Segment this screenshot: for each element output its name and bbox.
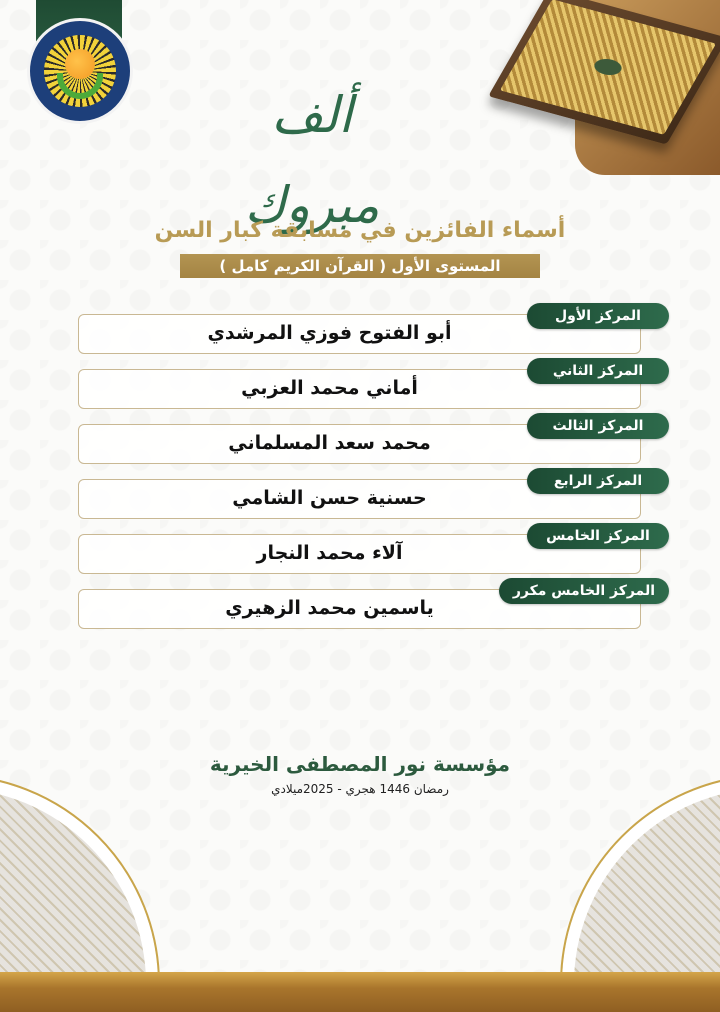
level-banner: المستوى الأول ( القرآن الكريم كامل ) xyxy=(180,254,540,278)
arch-ornament xyxy=(560,774,720,974)
foundation-name: مؤسسة نور المصطفى الخيرية xyxy=(209,752,511,776)
hands-icon xyxy=(57,73,103,99)
winner-name: ياسمين محمد الزهيري xyxy=(78,589,641,629)
winner-name: أبو الفتوح فوزي المرشدي xyxy=(78,314,641,354)
arch-ornament xyxy=(0,774,160,974)
winner-row xyxy=(78,528,650,574)
page-title: أسماء الفائزين في مسابقة كبار السن xyxy=(154,218,566,243)
winner-name: محمد سعد المسلماني xyxy=(78,424,641,464)
rank-badge: المركز الثاني xyxy=(527,358,669,384)
rank-badge: المركز الأول xyxy=(527,303,669,329)
winner-row xyxy=(78,583,655,629)
winner-name: حسنية حسن الشامي xyxy=(78,479,641,519)
arabesque-decoration-left xyxy=(0,764,260,974)
winner-row xyxy=(78,473,643,519)
winner-name: أماني محمد العزبي xyxy=(78,369,641,409)
rank-badge: المركز الخامس xyxy=(527,523,669,549)
rank-badge: المركز الرابع xyxy=(527,468,669,494)
date-text: رمضان 1446 هجري - 2025ميلادي xyxy=(271,782,449,796)
rank-badge: المركز الثالث xyxy=(527,413,669,439)
sun-icon xyxy=(44,35,116,107)
gold-footer-bar xyxy=(0,972,720,1012)
winner-row xyxy=(78,418,644,464)
winner-row xyxy=(78,308,641,354)
winner-row xyxy=(78,363,644,409)
congratulations-calligraphy: ألف مبروك xyxy=(244,86,380,234)
foundation-logo xyxy=(27,18,133,124)
arabesque-decoration-right xyxy=(460,764,720,974)
rank-badge: المركز الخامس مكرر xyxy=(499,578,669,604)
winner-name: آلاء محمد النجار xyxy=(78,534,641,574)
